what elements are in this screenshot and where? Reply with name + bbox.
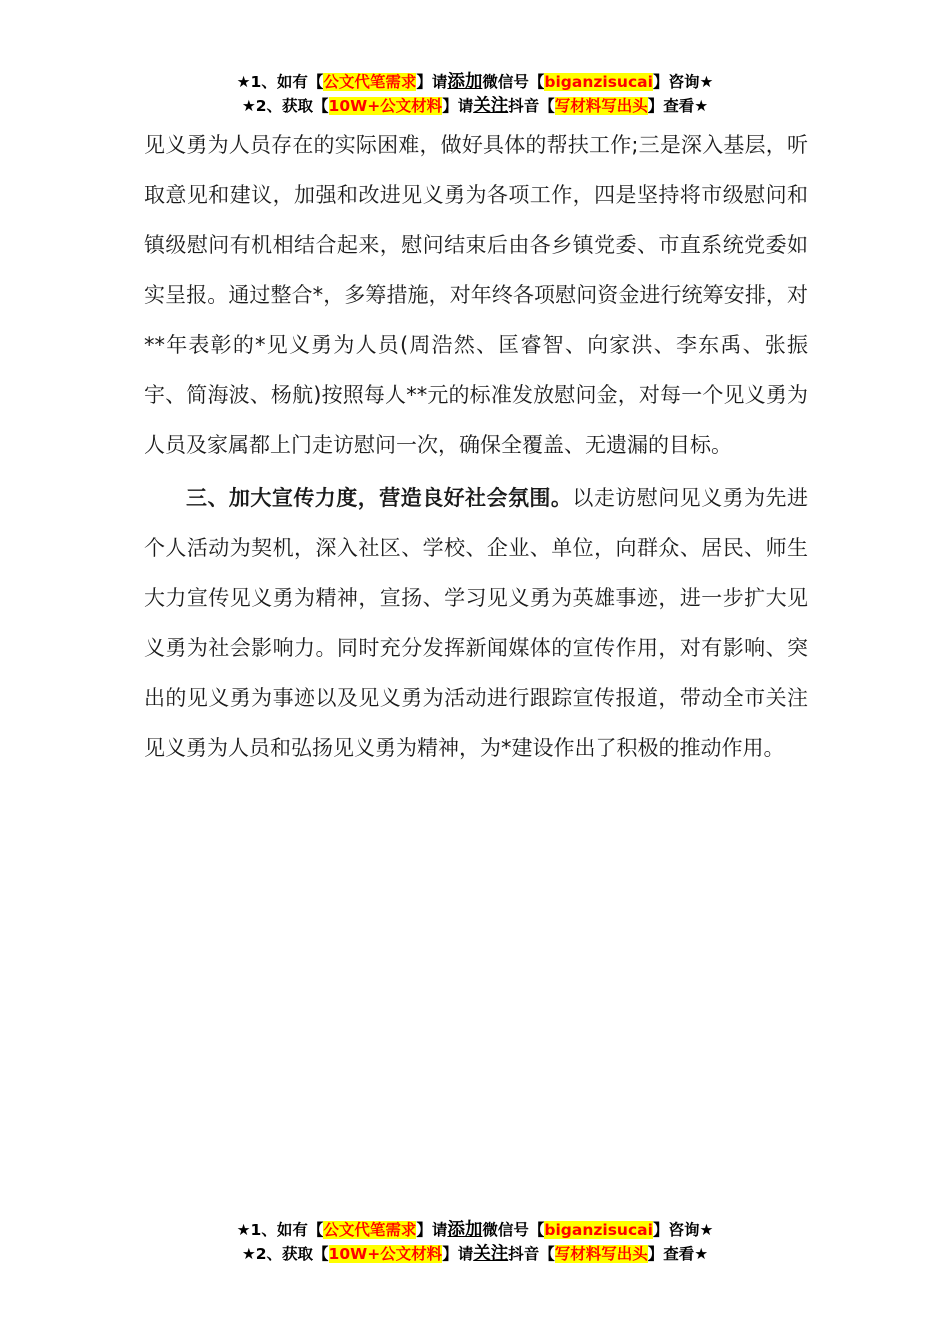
footer-follow-emphasis: 关注 [473, 1244, 509, 1264]
header-line-1-mid: 】请 [416, 73, 448, 91]
footer-line-2-prefix: ★2、获取【 [241, 1245, 329, 1263]
body-paragraph-2 [144, 473, 808, 773]
footer-line-1 [0, 1218, 950, 1242]
footer-materials-highlight: 10W+公文材料 [328, 1245, 443, 1263]
footer-service-highlight: 公文代笔需求 [323, 1221, 417, 1239]
douyin-id-highlight: 写材料写出头 [554, 97, 648, 115]
section-heading: 三、加大宣传力度，营造良好社会氛围。 [186, 486, 573, 510]
footer-douyin-id-highlight: 写材料写出头 [554, 1245, 648, 1263]
footer-line-2 [0, 1242, 950, 1266]
follow-emphasis: 关注 [473, 96, 509, 116]
service-highlight: 公文代笔需求 [323, 73, 417, 91]
header-line-2-suffix: 】查看★ [647, 97, 709, 115]
footer-line-1-prefix: ★1、如有【 [236, 1221, 324, 1239]
footer-add-emphasis: 添加 [447, 1220, 483, 1240]
footer-banner [0, 1218, 950, 1266]
section-text: 以走访慰问见义勇为先进个人活动为契机，深入社区、学校、企业、单位，向群众、居民、师生大力宣传见义勇为精神，宣扬、学习见义勇为英雄事迹，进一步扩大见义勇为社会影响力。同时充分发挥新闻媒体的宣传作用，对有影响、突出的见义勇为事迹以及见义勇为活动进行跟踪宣传报道，带动全市关注见义勇为人员和弘扬见义勇为精神，为*建设作出了积极的推动作用。 [144, 486, 809, 760]
header-line-2-prefix: ★2、获取【 [241, 97, 329, 115]
header-line-1-mid2: 微信号【 [482, 73, 545, 91]
footer-line-2-suffix: 】查看★ [647, 1245, 709, 1263]
header-line-2-mid2: 抖音【 [508, 97, 555, 115]
header-banner [0, 70, 950, 118]
footer-line-2-mid2: 抖音【 [508, 1245, 555, 1263]
header-line-1-prefix: ★1、如有【 [236, 73, 324, 91]
materials-highlight: 10W+公文材料 [328, 97, 443, 115]
footer-line-2-mid: 】请 [442, 1245, 474, 1263]
header-line-2 [0, 94, 950, 118]
footer-line-1-mid: 】请 [416, 1221, 448, 1239]
footer-line-1-suffix: 】咨询★ [652, 1221, 714, 1239]
header-line-1 [0, 70, 950, 94]
footer-line-1-mid2: 微信号【 [482, 1221, 545, 1239]
add-emphasis: 添加 [447, 72, 483, 92]
wechat-id-highlight: biganzisucai [544, 73, 653, 91]
footer-wechat-id-highlight: biganzisucai [544, 1221, 653, 1239]
header-line-1-suffix: 】咨询★ [652, 73, 714, 91]
header-line-2-mid: 】请 [442, 97, 474, 115]
document-body [144, 120, 808, 773]
body-paragraph-1: 见义勇为人员存在的实际困难，做好具体的帮扶工作;三是深入基层，听取意见和建议，加强和改进见义勇为各项工作，四是坚持将市级慰问和镇级慰问有机相结合起来，慰问结束后由各乡镇党委、市直系统党委如实呈报。通过整合*，多筹措施，对年终各项慰问资金进行统筹安排，对**年表彰的*见义勇为人员(周浩然、匡睿智、向家洪、李东禹、张振宇、简海波、杨航)按照每人**元的标准发放慰问金，对每一个见义勇为人员及家属都上门走访慰问一次，确保全覆盖、无遗漏的目标。 [144, 133, 808, 457]
